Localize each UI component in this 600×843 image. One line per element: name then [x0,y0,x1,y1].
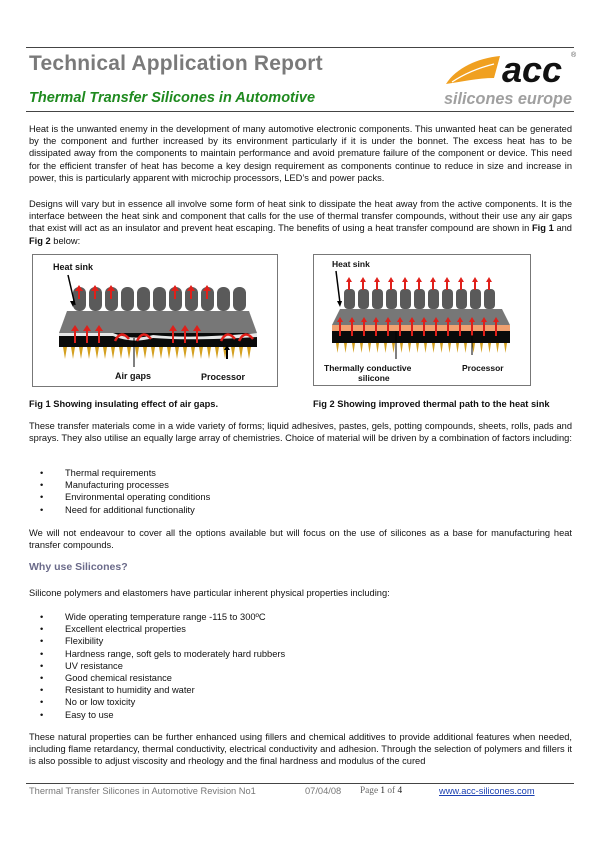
list-item: • Wide operating temperature range -115 to 300ºC [38,611,285,623]
properties-intro: Silicone polymers and elastomers have particular inherent physical properties including: [29,588,390,598]
logo-brand: acc [502,49,563,90]
footer-rule [26,783,574,784]
footer-date: 07/04/08 [305,786,342,796]
list-item: • UV resistance [38,660,285,672]
fig2-reference: Fig 2 [29,235,51,246]
processor-pins [63,347,251,359]
fig2-label-silicone-line1: Thermally conductive [324,363,412,373]
footer-page-number [360,786,402,796]
list-item: • Hardness range, soft gels to moderately hard rubbers [38,648,285,660]
list-item: • Good chemical resistance [38,672,285,684]
fig1-reference: Fig 1 [531,223,554,234]
list-item: • Easy to use [38,709,285,721]
footer-doc-title: Thermal Transfer Silicones in Automotive Revision No1 [29,786,256,796]
fig1-label-processor: Processor [201,372,246,382]
list-item: • Need for additional functionality [38,504,210,516]
list-item: • Environmental operating conditions [38,491,210,503]
section-heading: Why use Silicones? [29,561,128,573]
page-of: of [387,786,396,796]
acc-swoosh-icon [438,48,578,110]
figure-2-caption: Fig 2 Showing improved thermal path to the heat sink [313,399,550,409]
list-item: • No or low toxicity [38,696,285,708]
list-item: • Thermal requirements [38,467,210,479]
fig1-label-heat-sink: Heat sink [53,262,94,272]
heat-sink-fins [344,289,495,309]
enhance-paragraph: These natural properties can be further enhanced using fillers and chemical additives to provide additional features when needed, including flame retardancy, thermal conductivity, electrical conductivity and adhesion. Through the selection of polymers and fillers it is also possible to adjust viscosity and rheology and the final hardness and modulus of the cured [29,732,572,767]
report-title: Technical Application Report [29,52,323,75]
figure-1-air-gaps [32,254,278,387]
list-item: • Manufacturing processes [38,479,210,491]
svg-text:®: ® [571,52,577,59]
factors-list [38,467,210,516]
figure-1-caption: Fig 1 Showing insulating effect of air gaps. [29,399,219,409]
list-item: • Flexibility [38,635,285,647]
fig1-label-air-gaps: Air gaps [115,371,152,381]
heat-sink-fins [73,287,246,311]
acc-logo [438,48,578,110]
processor-pins [336,343,507,353]
designs-paragraph [29,198,572,247]
logo-tagline: silicones europe [444,89,572,108]
list-item: • Resistant to humidity and water [38,684,285,696]
intro-paragraph: Heat is the unwanted enemy in the development of many automotive electronic components. This unwanted heat can be generated by the component and further increased by its environment particularly if it is under the bonnet. The excess heat has to be dissipated away from the components to maintain performance and avoid premature failure of the component or device. This need for the efficient transfer of heat has become a key design requirement as components continue to reduce in size and increase in power, this is particularly apparent with microchip processors, LED’s and power packs. [29,124,572,183]
designs-text-end: below: [50,235,81,246]
focus-paragraph: We will not endeavour to cover all the options available but will focus on the use of silicones as a base for manufacturing heat transfer compounds. [29,528,572,551]
website-link[interactable]: www.acc-silicones.com [439,786,535,796]
properties-list [38,611,285,721]
page-total: 4 [397,786,403,796]
header-bottom-rule [26,111,574,112]
fig2-label-processor: Processor [462,363,504,373]
designs-text: Designs will vary but in essence all involve some form of heat sink to dissipate the heat away from the active components. It is the interface between the heat sink and component that calls for the use of thermal transfer compounds, without their use any air gaps that exist will act as an insulator and prevent heat escaping. The benefits of using a heat transfer compound are shown in [29,199,572,234]
fig2-label-silicone-line2: silicone [358,373,390,383]
page-label: Page [360,786,379,796]
fig2-label-heat-sink: Heat sink [332,259,370,269]
list-item: • Excellent electrical properties [38,623,285,635]
designs-and: and [553,223,572,234]
page-current: 1 [380,786,386,796]
report-subtitle: Thermal Transfer Silicones in Automotive [29,90,316,106]
figure-2-thermal-path [313,254,531,386]
forms-paragraph: These transfer materials come in a wide variety of forms; liquid adhesives, pastes, gels, potting compounds, sheets, rolls, pads and sprays. They also utilise an equally large array of chemistries. Choice of material will be driven by a combination of factors including: [29,421,572,444]
